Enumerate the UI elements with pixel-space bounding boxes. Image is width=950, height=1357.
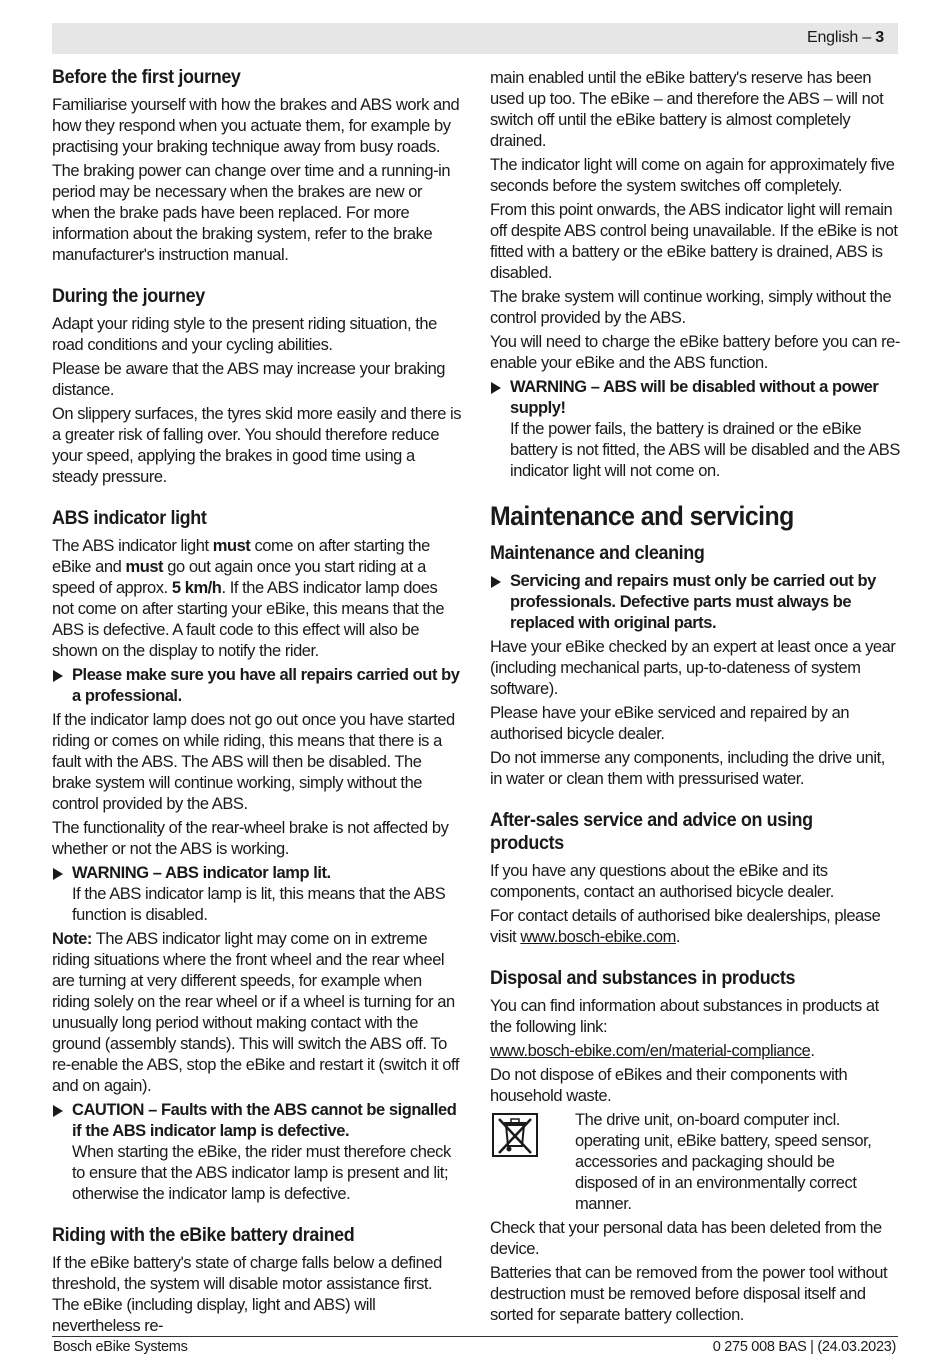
paragraph: Have your eBike checked by an expert at least once a year (including mechanical parts, up-to-dateness of system software). bbox=[490, 638, 896, 698]
paragraph: Please be aware that the ABS may increase your braking distance. bbox=[52, 360, 446, 399]
paragraph: If you have any questions about the eBike and its components, contact an authorised bicycle dealer. bbox=[490, 862, 834, 901]
paragraph: Please have your eBike serviced and repaired by an authorised bicycle dealer. bbox=[490, 704, 850, 743]
paragraph: The brake system will continue working, simply without the control provided by the ABS. bbox=[490, 288, 892, 327]
warning-text: Please make sure you have all repairs carried out by a professional. bbox=[72, 666, 460, 705]
page-header bbox=[52, 23, 898, 54]
paragraph: You can find information about substances in products at the following link: bbox=[490, 997, 879, 1036]
paragraph: On slippery surfaces, the tyres skid more easily and there is a greater risk of falling over. You should therefore reduce your speed, applying the brakes in good time using a steady pressure. bbox=[52, 405, 462, 486]
section-title-abs-indicator-light: ABS indicator light bbox=[52, 507, 207, 529]
paragraph: main enabled until the eBike battery's reserve has been used up too. The eBike – and therefore the ABS – will not switch off until the eBike battery is almost completely drained. bbox=[490, 69, 884, 150]
warning-arrow-icon bbox=[53, 868, 63, 880]
paragraph: www.bosch-ebike.com/en/material-compliance. bbox=[490, 1042, 815, 1060]
warning-arrow-icon bbox=[53, 1105, 63, 1117]
note-paragraph: Note: The ABS indicator light may come on in extreme riding situations where the front wheel and the rear wheel are turning at very different speeds, for example when riding solely on the rear wheel or if a wheel is turning for an unusually long period without making contact with the ground (assembly stands). This will switch the ABS off. To re-enable the ABS, stop the eBike and restart it (switch it off and on again). bbox=[52, 930, 459, 1095]
section-title-after-sales: After-sales service and advice on using products bbox=[490, 809, 813, 854]
warning-notice bbox=[52, 665, 462, 707]
paragraph: Batteries that can be removed from the power tool without destruction must be removed before disposal itself and sorted for separate battery collection. bbox=[490, 1264, 888, 1324]
paragraph: From this point onwards, the ABS indicator light will remain off despite ABS control being unavailable. If the eBike is not fitted with a battery or the eBike battery is drained, ABS is disabled. bbox=[490, 201, 898, 282]
paragraph: Familiarise yourself with how the brakes and ABS work and how they respond when you actuate them, for example by practising your braking technique away from busy roads. bbox=[52, 96, 460, 156]
paragraph: Adapt your riding style to the present riding situation, the road conditions and your cycling abilities. bbox=[52, 315, 437, 354]
warning-text: If the ABS indicator lamp is lit, this means that the ABS function is disabled. bbox=[72, 885, 446, 924]
warning-arrow-icon bbox=[491, 576, 501, 588]
warning-notice bbox=[490, 377, 900, 482]
warning-text: If the power fails, the battery is drained or the eBike battery is not fitted, the ABS will be disabled and the ABS indicator light will not come on. bbox=[510, 420, 900, 480]
chapter-title-maintenance: Maintenance and servicing bbox=[490, 501, 794, 531]
header-label bbox=[807, 29, 884, 47]
section-title-maintenance-cleaning: Maintenance and cleaning bbox=[490, 542, 705, 564]
disposal-text: The drive unit, on-board computer incl. operating unit, eBike battery, speed sensor, accessories and packaging should be disposed of in an environmentally correct manner. bbox=[575, 1111, 872, 1213]
warning-notice bbox=[490, 571, 900, 634]
left-column bbox=[52, 66, 462, 1340]
paragraph: Check that your personal data has been deleted from the device. bbox=[490, 1219, 882, 1258]
paragraph: Do not dispose of eBikes and their components with household waste. bbox=[490, 1066, 848, 1105]
section-title-disposal: Disposal and substances in products bbox=[490, 967, 796, 989]
bosch-ebike-link[interactable]: www.bosch-ebike.com bbox=[520, 928, 676, 946]
warning-text: Servicing and repairs must only be carried out by professionals. Defective parts must always be replaced with original parts. bbox=[510, 572, 876, 632]
section-title-before-first-journey: Before the first journey bbox=[52, 66, 241, 88]
material-compliance-link[interactable]: www.bosch-ebike.com/en/material-compliance bbox=[490, 1042, 811, 1060]
paragraph: If the eBike battery's state of charge falls below a defined threshold, the system will disable motor assistance first. The eBike (including display, light and ABS) will nevertheless re- bbox=[52, 1254, 442, 1335]
warning-notice bbox=[52, 863, 462, 926]
warning-arrow-icon bbox=[491, 382, 501, 394]
crossed-bin-icon bbox=[492, 1113, 538, 1162]
paragraph: The indicator light will come on again for approximately five seconds before the system switches off completely. bbox=[490, 156, 895, 195]
caution-text: When starting the eBike, the rider must therefore check to ensure that the ABS indicator lamp is present and lit; otherwise the indicator lamp is defective. bbox=[72, 1143, 451, 1203]
caution-notice bbox=[52, 1100, 462, 1205]
paragraph: Do not immerse any components, including the drive unit, in water or clean them with pressurised water. bbox=[490, 749, 885, 788]
right-column bbox=[490, 68, 900, 1329]
footer-company: Bosch eBike Systems bbox=[53, 1339, 188, 1355]
paragraph: The ABS indicator light must come on after starting the eBike and must go out again once you start riding at a speed of approx. 5 km/h. If the ABS indicator lamp does not come on after starting your eBike, this means that the ABS is defective. A fault code to this effect will also be shown on the display to notify the rider. bbox=[52, 537, 445, 660]
caution-title: CAUTION – Faults with the ABS cannot be signalled if the ABS indicator lamp is defective. bbox=[72, 1101, 457, 1140]
paragraph: If the indicator lamp does not go out once you have started riding or comes on while riding, this means that there is a fault with the ABS. The ABS will then be disabled. The brake system will continue working, simply without the control provided by the ABS. bbox=[52, 711, 455, 813]
header-language: English – bbox=[807, 29, 876, 46]
paragraph: The braking power can change over time and a running-in period may be necessary when the brakes are new or when the brake pads have been replaced. For more information about the braking system, refer to the brake manufacturer's instruction manual. bbox=[52, 162, 451, 264]
paragraph: You will need to charge the eBike battery before you can re-enable your eBike and the ABS function. bbox=[490, 333, 900, 372]
footer-divider bbox=[52, 1336, 898, 1337]
page-number: 3 bbox=[875, 29, 884, 46]
paragraph: The functionality of the rear-wheel brake is not affected by whether or not the ABS is working. bbox=[52, 819, 449, 858]
section-title-battery-drained: Riding with the eBike battery drained bbox=[52, 1224, 355, 1246]
footer-doc-number: 0 275 008 BAS | (24.03.2023) bbox=[712, 1339, 896, 1355]
paragraph: For contact details of authorised bike dealerships, please visit www.bosch-ebike.com. bbox=[490, 907, 881, 946]
warning-title: WARNING – ABS indicator lamp lit. bbox=[72, 864, 331, 882]
section-title-during-journey: During the journey bbox=[52, 285, 205, 307]
warning-arrow-icon bbox=[53, 670, 63, 682]
disposal-notice bbox=[490, 1110, 900, 1215]
warning-title: WARNING – ABS will be disabled without a power supply! bbox=[510, 378, 879, 417]
